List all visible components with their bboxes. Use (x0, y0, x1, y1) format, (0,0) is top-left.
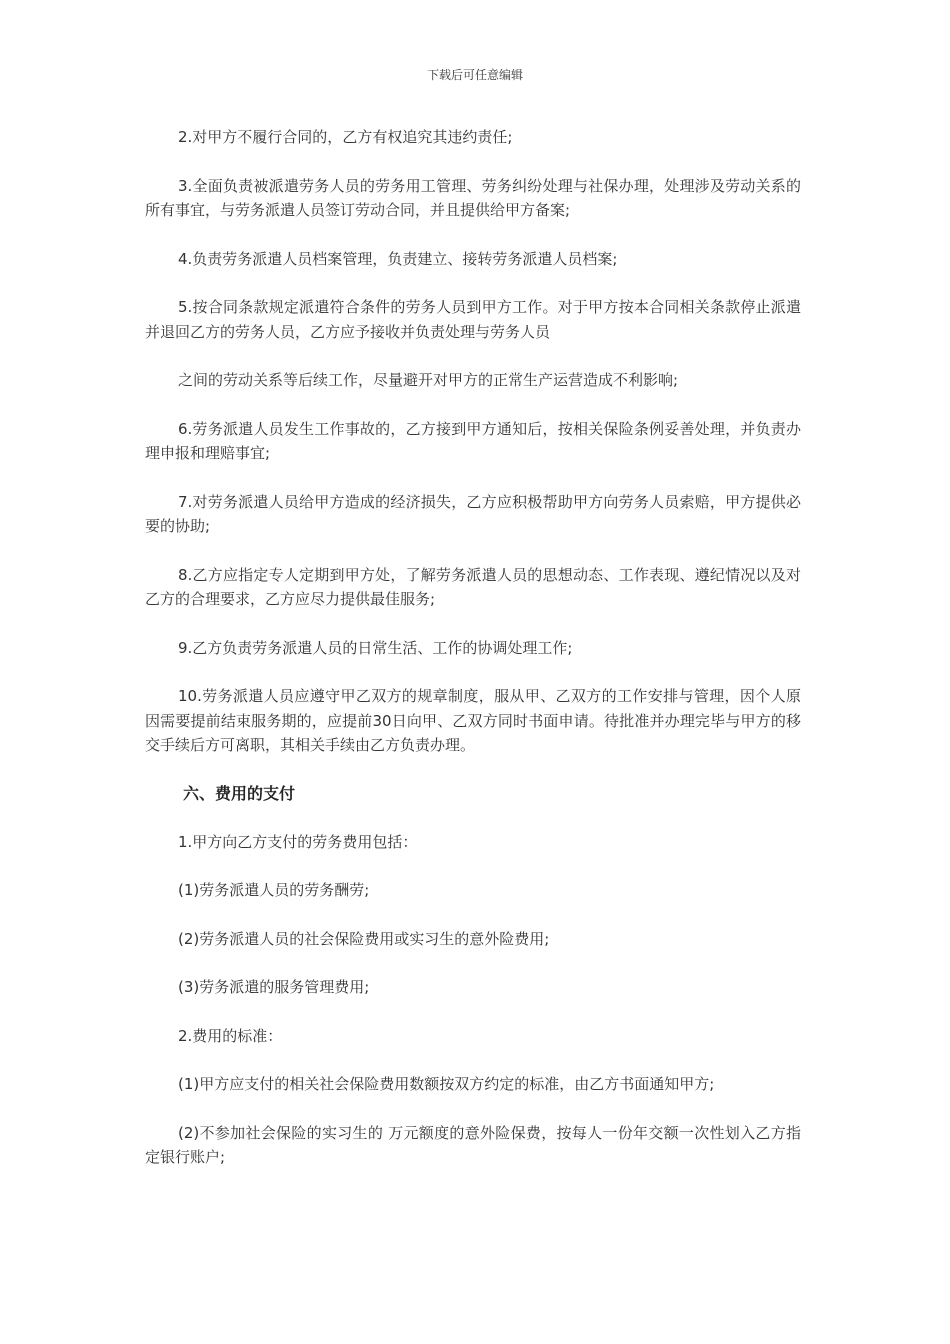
clause-8: 8.乙方应指定专人定期到甲方处，了解劳务派遣人员的思想动态、工作表现、遵纪情况以及对乙方的合理要求，乙方应尽力提供最佳服务; (145, 565, 801, 608)
fee-item-2-2: (2)不参加社会保险的实习生的 万元额度的意外险保费，按每人一份年交额一次性划入乙方指定银行账户; (145, 1123, 801, 1166)
fee-item-1-1: (1)劳务派遣人员的劳务酬劳; (178, 881, 370, 899)
fee-item-1-3: (3)劳务派遣的服务管理费用; (178, 978, 370, 996)
clause-4: 4.负责劳务派遣人员档案管理，负责建立、接转劳务派遣人员档案; (178, 249, 618, 268)
clause-9: 9.乙方负责劳务派遣人员的日常生活、工作的协调处理工作; (178, 638, 573, 657)
clause-10: 10.劳务派遣人员应遵守甲乙双方的规章制度，服从甲、乙双方的工作安排与管理，因个人原因需要提前结束服务期的，应提前30日向甲、乙双方同时书面申请。待批准并办理完毕与甲方的移交手续后方可离职，其相关手续由乙方负责办理。 (145, 687, 801, 754)
fee-item-1-2: (2)劳务派遣人员的社会保险费用或实习生的意外险费用; (178, 929, 550, 948)
document-body (145, 125, 801, 1194)
clause-5: 5.按合同条款规定派遣符合条件的劳务人员到甲方工作。对于甲方按本合同相关条款停止派遣并退回乙方的劳务人员，乙方应予接收并负责处理与劳务人员 (145, 298, 801, 341)
clause-5-continued: 之间的劳动关系等后续工作，尽量避开对甲方的正常生产运营造成不利影响; (178, 371, 679, 389)
clause-2: 2.对甲方不履行合同的，乙方有权追究其违约责任; (178, 128, 513, 146)
fee-item-2: 2.费用的标准： (178, 1026, 283, 1045)
clause-7: 7.对劳务派遣人员给甲方造成的经济损失，乙方应积极帮助甲方向劳务人员索赔，甲方提供必要的协助; (145, 492, 801, 535)
fee-item-2-1: (1)甲方应支付的相关社会保险费用数额按双方约定的标准，由乙方书面通知甲方; (178, 1075, 715, 1093)
fee-item-1: 1.甲方向乙方支付的劳务费用包括： (178, 832, 418, 851)
clause-3: 3.全面负责被派遣劳务人员的劳务用工管理、劳务纠纷处理与社保办理，处理涉及劳动关系的所有事宜，与劳务派遣人员签订劳动合同，并且提供给甲方备案; (145, 176, 801, 219)
page-header-note: 下载后可任意编辑 (426, 68, 523, 82)
clause-6: 6.劳务派遣人员发生工作事故的，乙方接到甲方通知后，按相关保险条例妥善处理，并负责办理申报和理赔事宜; (145, 419, 801, 462)
section-heading-fee-payment: 六、费用的支付 (183, 783, 296, 803)
